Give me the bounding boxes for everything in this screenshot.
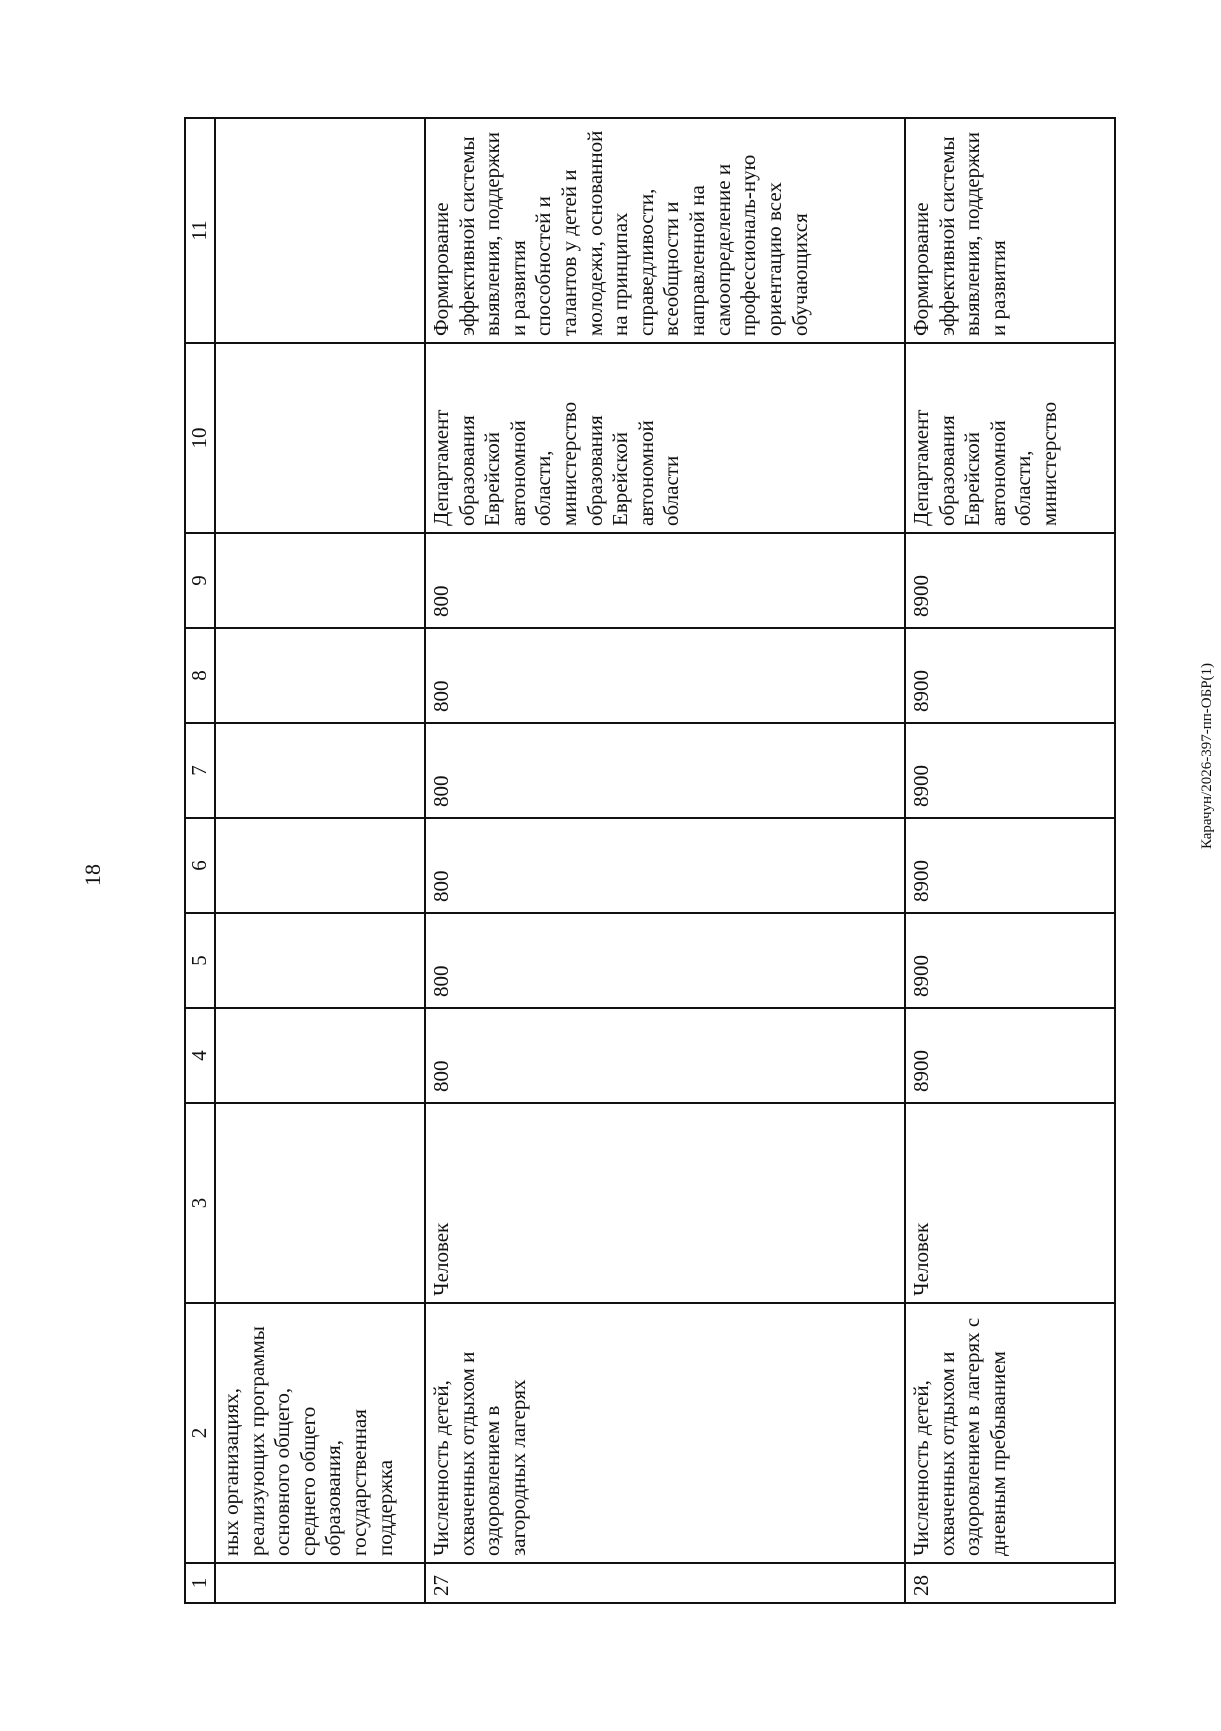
column-number: 4 (185, 1008, 215, 1103)
unit-cell: Человек (425, 1103, 905, 1303)
responsible-cell (215, 343, 425, 533)
goal-cell: Формирование эффективной системы выявления, поддержки и развития (905, 118, 1115, 343)
column-number: 5 (185, 913, 215, 1008)
column-number: 11 (185, 118, 215, 343)
table-row (215, 118, 425, 1603)
row-id: 27 (425, 1563, 905, 1603)
column-number: 3 (185, 1103, 215, 1303)
column-number: 9 (185, 533, 215, 628)
value-cell (215, 1008, 425, 1103)
value-cell: 800 (425, 818, 905, 913)
unit-cell: Человек (905, 1103, 1115, 1303)
table-container (184, 119, 1114, 1604)
goal-cell (215, 118, 425, 343)
value-cell (215, 913, 425, 1008)
value-cell (215, 533, 425, 628)
column-number: 6 (185, 818, 215, 913)
value-cell: 8900 (905, 628, 1115, 723)
value-cell: 8900 (905, 818, 1115, 913)
value-cell (215, 723, 425, 818)
responsible-cell: Департамент образования Еврейской автономной области, министерство (905, 343, 1115, 533)
value-cell (215, 628, 425, 723)
page-number: 18 (80, 864, 105, 886)
value-cell (215, 818, 425, 913)
column-number: 10 (185, 343, 215, 533)
indicators-table (184, 117, 1116, 1604)
unit-cell (215, 1103, 425, 1303)
indicator-name: Численность детей, охваченных отдыхом и оздоровлением в загородных лагерях (425, 1303, 905, 1563)
value-cell: 8900 (905, 913, 1115, 1008)
footer-document-code: Карачун/2026-397-пп-ОБР(1) (1199, 662, 1215, 850)
value-cell: 8900 (905, 533, 1115, 628)
table-row (905, 118, 1115, 1603)
indicator-name: ных организациях, реализующих программы основного общего, среднего общего образования, государственная поддержка (215, 1303, 425, 1563)
goal-cell: Формирование эффективной системы выявления, поддержки и развития способностей и талантов у детей и молодежи, основанной на принципах справедливости, всеобщности и направленной на самоопределение и профессиональ-ную ориентацию всех обучающихся (425, 118, 905, 343)
row-id: 28 (905, 1563, 1115, 1603)
value-cell: 800 (425, 628, 905, 723)
row-id (215, 1563, 425, 1603)
column-number: 1 (185, 1563, 215, 1603)
indicator-name: Численность детей, охваченных отдыхом и оздоровлением в лагерях с дневным пребыванием (905, 1303, 1115, 1563)
column-number-row (185, 118, 215, 1603)
value-cell: 800 (425, 913, 905, 1008)
value-cell: 800 (425, 723, 905, 818)
column-number: 8 (185, 628, 215, 723)
value-cell: 8900 (905, 1008, 1115, 1103)
value-cell: 8900 (905, 723, 1115, 818)
responsible-cell: Департамент образования Еврейской автономной области, министерство образования Еврейской автономной области (425, 343, 905, 533)
table-row (425, 118, 905, 1603)
column-number: 7 (185, 723, 215, 818)
column-number: 2 (185, 1303, 215, 1563)
value-cell: 800 (425, 1008, 905, 1103)
value-cell: 800 (425, 533, 905, 628)
